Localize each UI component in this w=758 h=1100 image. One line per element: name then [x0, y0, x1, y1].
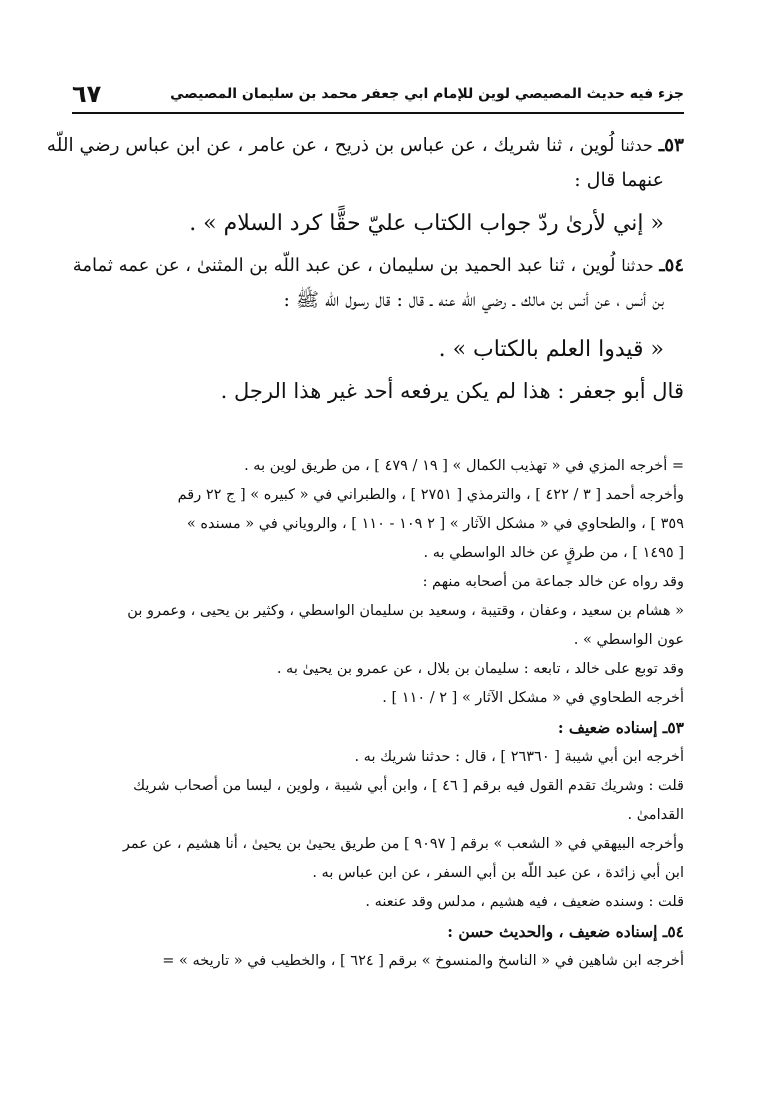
footnote-line: قلت : وسنده ضعيف ، فيه هشيم ، مدلس وقد عنعنه .	[365, 894, 684, 910]
footnote-line: ٣٥٩ ] ، والطحاوي في « مشكل الآثار » [ ٢ ١٠٩ - ١١٠ ] ، والروياني في « مسنده »	[186, 516, 684, 532]
hadith-54-line-1	[72, 248, 684, 283]
haddathana-mark: حدثنا	[621, 256, 654, 275]
footnote-line: القدامىٰ .	[627, 807, 684, 823]
footnote-line: أخرجه ابن أبي شيبة [ ٢٦٣٦٠ ] ، قال : حدثنا شريك به .	[354, 749, 684, 765]
footnote-heading-54: ٥٤ـ إسناده ضعيف ، والحديث حسن :	[447, 922, 684, 941]
hadith-53-number: ٥٣ـ	[658, 135, 684, 156]
hadith-54-isnad: لُوين ، ثنا عبد الحميد بن سليمان ، عن عبد اللّه بن المثنىٰ ، عن عمه ثمامة	[72, 255, 616, 276]
haddathana-mark: حدثنا	[620, 136, 653, 155]
hadith-54-matn: « قيدوا العلم بالكتاب » .	[438, 337, 664, 362]
footnote-line: قلت : وشريك تقدم القول فيه برقم [ ٤٦ ] ، وابن أبي شيبة ، ولوين ، ليسا من أصحاب شريك	[133, 778, 684, 794]
footnote-line: عون الواسطي » .	[573, 632, 684, 648]
footnote-line: وقد رواه عن خالد جماعة من أصحابه منهم :	[422, 574, 684, 590]
footnote-heading-53: ٥٣ـ إسناده ضعيف :	[557, 718, 684, 737]
hadith-54-number: ٥٤ـ	[659, 255, 684, 276]
hadith-53-isnad: لُوين ، ثنا شريك ، عن عباس بن ذريح ، عن عامر ، عن ابن عباس رضي اللّه	[46, 135, 615, 156]
hadith-53-line-2: عنهما قال :	[574, 169, 664, 191]
footnote-line: ابن أبي زائدة ، عن عبد اللّه بن أبي السفر ، عن ابن عباس به .	[312, 865, 684, 881]
running-title: جزء فيه حديث المصيصي لوين للإمام ابي جعفر محمد بن سليمان المصيصي	[170, 86, 684, 102]
hadith-53-matn: « إني لأرىٰ ردّ جواب الكتاب عليّ حقًّا كرد السلام » .	[189, 211, 664, 236]
footnote-line: أخرجه ابن شاهين في « الناسخ والمنسوخ » برقم [ ٦٢٤ ] ، والخطيب في « تاريخه » =	[162, 953, 684, 969]
footnote-line: [ ١٤٩٥ ] ، من طرقٍ عن خالد الواسطي به .	[423, 545, 684, 561]
footnote-line: وقد توبع على خالد ، تابعه : سليمان بن بلال ، عن عمرو بن يحيىٰ به .	[276, 661, 684, 677]
footnote-line: وأخرجه البيهقي في « الشعب » برقم [ ٩٠٩٧ ] من طريق يحيىٰ بن يحيىٰ ، أنا هشيم ، عن عمر	[122, 836, 684, 852]
footnote-line: وأخرجه أحمد [ ٣ / ٤٢٢ ] ، والترمذي [ ٢٧٥١ ] ، والطبراني في « كبيره » [ ج ٢٢ رقم	[177, 487, 684, 503]
footnote-line: أخرجه الطحاوي في « مشكل الآثار » [ ٢ / ١١٠ ] .	[382, 690, 684, 706]
hadith-54-line-2: بن أنس ، عن أنس بن مالك ـ رضي اللّه عنه ـ قال : قال رسول اللّه ﷺ :	[283, 289, 664, 311]
page-number: ٦٧	[72, 80, 102, 108]
footnotes	[72, 452, 684, 976]
hadith-text	[46, 128, 684, 410]
hadith-53-line-1	[46, 128, 684, 163]
footnote-line: « هشام بن سعيد ، وعفان ، وقتيبة ، وسعيد بن سليمان الواسطي ، وكثير بن يحيى ، وعمرو بن	[127, 603, 684, 619]
abu-jafar-comment: قال أبو جعفر : هذا لم يكن يرفعه أحد غير هذا الرجل .	[220, 379, 684, 403]
footnote-line: = أخرجه المزي في « تهذيب الكمال » [ ١٩ / ٤٧٩ ] ، من طريق لوين به .	[244, 458, 684, 474]
page-header	[72, 82, 684, 114]
